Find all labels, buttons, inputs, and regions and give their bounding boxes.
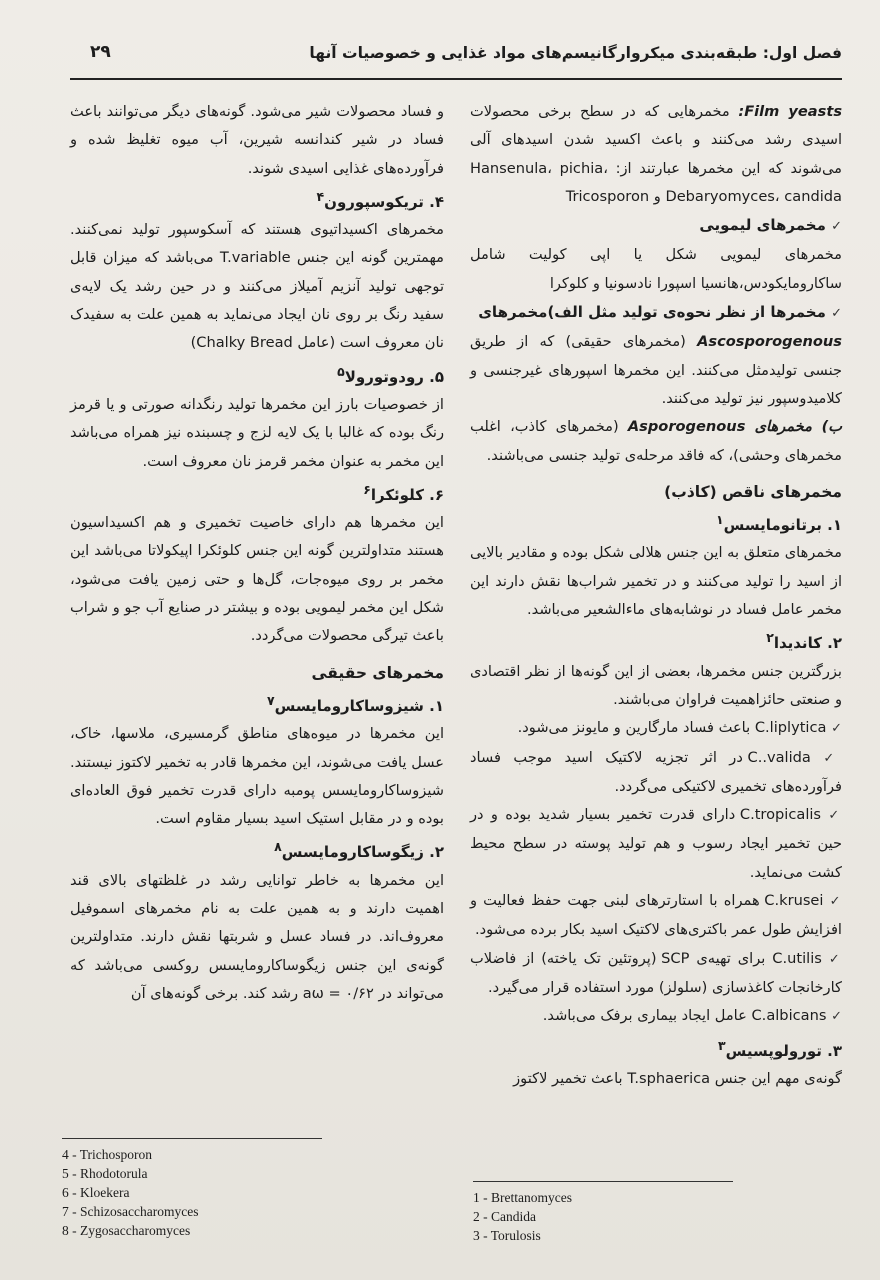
- section-heading: [470, 624, 842, 657]
- continued-text: و فساد محصولات شیر می‌شود. گونه‌های دیگر می‌توانند باعث فساد در شیر کندانسه شیرین، آب میوه تغلیظ شده و فرآورده‌های غذایی اسیدی شوند.: [70, 103, 444, 177]
- repro-heading-line: [470, 298, 842, 328]
- footnote-mark: ۷: [267, 692, 275, 708]
- asporogenous-paragraph: [470, 413, 842, 470]
- trichosporon-text: مخمرهای اکسیداتیوی هستند که آسکوسپور تولید نمی‌کنند. مهمترین گونه این جنس T.variable می‌باشد که میزان قابل توجهی تولید آنزیم آمیلاز می‌کنند و در حین رشد یک لایه‌ی سفید رنگ بر روی نان ایجاد می‌نماید به همین علت به سفیدک نان معروف است (عامل Chalky Bread): [70, 221, 444, 352]
- candida-text: بزرگترین جنس مخمرها، بعضی از این گونه‌ها از نظر اقتصادی و صنعتی حائزاهمیت فراوان می‌باشند.: [470, 662, 842, 708]
- candida-item-text: C.krusei همراه با استارترهای لبنی جهت حفظ فعالیت و افزایش طول عمر باکتری‌های لاکتیک اسید بکار برده می‌شود.: [470, 892, 842, 939]
- check-icon: ✓: [831, 306, 842, 322]
- right-column: [470, 98, 842, 1093]
- repro-paragraph: [470, 328, 842, 413]
- footnote: 3 - Torulosis: [473, 1228, 541, 1243]
- section-heading: [70, 687, 444, 720]
- rhodotorula-heading: ۵. رودوتورولا: [344, 367, 444, 386]
- section-heading: [70, 476, 444, 509]
- schizosaccharomyces-text: این مخمرها در میوه‌های مناطق گرمسیری، ملاسها، خاک، عسل یافت می‌شوند، این مخمرها قادر به تخمیر لاکتوز نیستند. شیزوساکارومایسس پومبه دارای قدرت تخمیر فوق العاده‌ای بوده و در مقابل استیک اسید بسیار مقاوم است.: [70, 725, 444, 828]
- footnote: 7 - Schizosaccharomyces: [62, 1204, 199, 1219]
- footnotes-right: [473, 1181, 733, 1245]
- candida-item: [470, 887, 842, 945]
- footnote-mark: ۱: [715, 512, 724, 528]
- film-yeasts-term: Film yeasts:: [738, 103, 843, 120]
- candida-item-text: C.albicans عامل ایجاد بیماری برفک می‌باشد.: [542, 1007, 827, 1025]
- footnote-divider: [473, 1181, 733, 1182]
- check-icon: ✓: [829, 894, 842, 910]
- candida-item-text: C.utilis برای تهیه‌ی SCP (پروتئین تک یاخته) از فاضلاب کارخانجات کاغذسازی (سلولز) مورد استفاده قرار می‌گیرد.: [470, 949, 842, 996]
- footnote-mark: ۴: [316, 188, 325, 204]
- brettanomyces-heading: ۱. برتانومایسس: [723, 516, 842, 535]
- chapter-title: فصل اول: طبقه‌بندی میکروارگانیسم‌های مواد غذایی و خصوصیات آنها: [309, 44, 842, 62]
- lemony-heading: مخمرهای لیمویی: [699, 216, 826, 235]
- footnote: 1 - Brettanomyces: [473, 1190, 572, 1205]
- section-heading: [70, 833, 444, 866]
- asporogenous-term: Asporogenous: [627, 418, 746, 436]
- footnote-mark: ۸: [274, 839, 282, 855]
- section-heading: [70, 358, 444, 391]
- kloeckera-text: این مخمرها هم دارای خاصیت تخمیری و هم اکسیداسیون هستند متداولترین گونه این جنس کلوئکرا اپیکولاتا می‌باشد این مخمر بر روی میوه‌جات، گل‌ها و حتی زمین یافت می‌شود، شکل این مخمر لیمویی بوده و بیشتر در صنایع آب جو و شراب باعث تیرگی محصولات می‌گردد.: [70, 514, 444, 645]
- brettanomyces-text: مخمرهای متعلق به این جنس هلالی شکل بوده و مقادیر بالایی از اسید را تولید می‌کنند و در تخمیر شراب‌ها نقش دارند این مخمر عامل فساد در نوشابه‌های ماءالشعیر می‌باشد.: [470, 544, 842, 619]
- repro-heading: مخمرها از نظر نحوه‌ی تولید مثل الف)مخمرهای: [478, 303, 826, 322]
- left-column: [70, 98, 444, 1008]
- footnotes-left: [62, 1138, 322, 1240]
- candida-item: [470, 1002, 842, 1031]
- film-yeasts-text: مخمرهایی که در سطح برخی محصولات اسیدی رشد می‌کنند و باعث اکسید شدن اسیدهای آلی می‌شوند که این مخمرها عبارتند از: Hansenula، pichia، Debaryomyces، candida و Tricosporon: [470, 103, 842, 205]
- film-yeasts-paragraph: [470, 98, 842, 211]
- candida-heading: ۲. کاندیدا: [773, 634, 842, 653]
- page-header: [70, 38, 842, 80]
- zygosaccharomyces-text: این مخمرها به خاطر توانایی رشد در غلظتهای بالای قند اهمیت دارند و به همین علت به نام مخمرهای اسموفیل معروف‌اند. در فساد عسل و شربتها نقش دارند. متداولترین گونه‌ی این جنس زیگوساکارومایسس روکسی می‌باشد که می‌تواند در ۰/۶۲ = aω رشد کند. برخی گونه‌های آن: [70, 871, 444, 1002]
- check-icon: ✓: [823, 750, 842, 766]
- candida-item: [470, 945, 842, 1003]
- torulopsis-heading: ۳. تورولوپسیس: [725, 1041, 842, 1060]
- candida-item: [470, 801, 842, 887]
- footnote-mark: ۳: [718, 1037, 726, 1053]
- candida-item-text: C.liplytica باعث فساد مارگارین و مایونز می‌شود.: [517, 719, 827, 737]
- imperfect-yeasts-heading: مخمرهای ناقص (کاذب): [664, 482, 842, 501]
- footnote: 6 - Kloekera: [62, 1185, 130, 1200]
- asporogenous-text: (مخمرهای کاذب، اغلب مخمرهای وحشی)، که فاقد مرحله‌ی تولید جنسی می‌باشند.: [470, 418, 842, 464]
- lemony-text: مخمرهای لیمویی شکل یا اپی کولیت شامل ساکارومایکودس،هانسیا اسپورا نادسونیا و کلوکرا: [470, 246, 842, 292]
- footnote: 5 - Rhodotorula: [62, 1166, 148, 1181]
- footnote-mark: ۲: [766, 630, 774, 646]
- candida-item: [470, 744, 842, 802]
- candida-item-text: C..valida در اثر تجزیه لاکتیک اسید موجب فساد فرآورده‌های تخمیری لاکتیکی می‌گردد.: [470, 748, 842, 795]
- check-icon: ✓: [831, 721, 842, 737]
- repro-text: (مخمرهای حقیقی) که از طریق جنسی تولیدمثل می‌کنند. این مخمرها اسپورهای غیرجنسی و کلامیدوسپور نیز تولید می‌کنند.: [470, 333, 842, 407]
- footnote: 8 - Zygosaccharomyces: [62, 1223, 191, 1238]
- section-heading: [470, 1032, 842, 1065]
- footnote-mark: ۶: [363, 481, 371, 497]
- check-icon: ✓: [828, 951, 843, 967]
- true-yeasts-heading: مخمرهای حقیقی: [311, 663, 444, 682]
- candida-item-text: C.tropicalis دارای قدرت تخمیر بسیار شدید بوده و در حین تخمیر ایجاد رسوب و هم تولید پوسته در سطح محیط کشت می‌نماید.: [470, 806, 842, 881]
- footnote-divider: [62, 1138, 322, 1139]
- check-icon: ✓: [831, 1009, 842, 1025]
- check-icon: ✓: [828, 808, 842, 824]
- footnote: 2 - Candida: [473, 1209, 536, 1224]
- candida-item: [470, 714, 842, 743]
- section-heading: [70, 183, 444, 216]
- schizosaccharomyces-heading: ۱. شیزوساکارومایسس: [274, 696, 444, 715]
- lemony-heading-line: [470, 211, 842, 241]
- footnote-mark: ۵: [337, 363, 345, 379]
- torulopsis-text: گونه‌ی مهم این جنس T.sphaerica باعث تخمیر لاکتوز: [513, 1069, 842, 1087]
- footnote: 4 - Trichosporon: [62, 1147, 153, 1162]
- section-heading: [470, 506, 842, 539]
- zygosaccharomyces-heading: ۲. زیگوساکارومایسس: [281, 843, 444, 862]
- rhodotorula-text: از خصوصیات بارز این مخمرها تولید رنگدانه صورتی و یا قرمز رنگ بوده که غالبا با یک لایه لزج و چسبنده نیز همراه می‌باشد این مخمر به عنوان مخمر قرمز نان معروف است.: [70, 395, 444, 470]
- check-icon: ✓: [831, 219, 842, 235]
- trichosporon-heading: ۴. تریکوسپورون: [324, 192, 444, 211]
- repro-term: Ascosporogenous: [697, 333, 842, 351]
- kloeckera-heading: ۶. کلوئکرا: [370, 485, 444, 504]
- asporogenous-label: ب) مخمرهای: [754, 418, 842, 436]
- page-number: ۲۹: [90, 42, 111, 62]
